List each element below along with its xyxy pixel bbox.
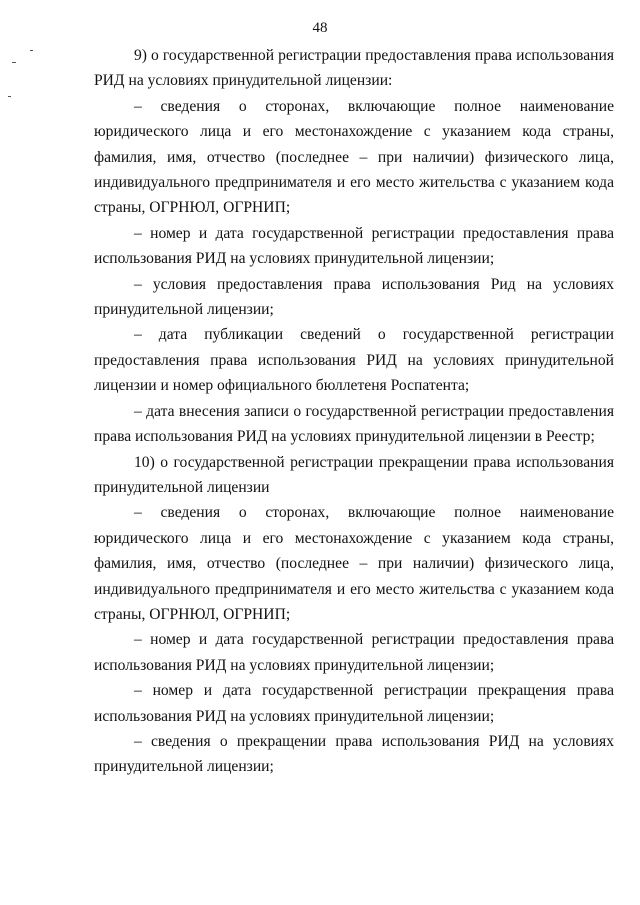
paragraph: – условия предоставления права использования Рид на условиях принудительной лицензии; — [94, 275, 614, 319]
paragraph: – сведения о прекращении права использования РИД на условиях принудительной лицензии; — [94, 732, 614, 776]
scan-mark — [30, 50, 33, 51]
paragraph: 10) о государственной регистрации прекращении права использования принудительной лицензии — [94, 453, 614, 496]
paragraph: – номер и дата государственной регистрации предоставления права использования РИД на условиях принудительной лицензии; — [94, 631, 614, 674]
paragraph: – сведения о сторонах, включающие полное наименование юридического лица и его местонахождение с указанием кода страны, фамилия, имя, отчество (последнее – при наличии) физического лица, индивидуального предпринимателя и его место жительства с указанием кода страны, ОГРНЮЛ, ОГРНИП; — [94, 97, 614, 217]
paragraph: – номер и дата государственной регистрации прекращения права использования РИД на условиях принудительной лицензии; — [94, 682, 614, 725]
paragraph: – дата внесения записи о государственной регистрации предоставления права использования РИД на условиях принудительной лицензии в Реестр; — [94, 402, 614, 446]
scan-mark — [8, 96, 11, 97]
document-body — [94, 43, 614, 780]
paragraph: – дата публикации сведений о государственной регистрации предоставления права использования РИД на условиях принудительной лицензии и номер официального бюллетеня Роспатента; — [94, 326, 614, 395]
paragraph: 9) о государственной регистрации предоставления права использования РИД на условиях принудительной лицензии: — [94, 47, 614, 90]
scan-mark — [12, 62, 16, 63]
page-number: 48 — [312, 20, 328, 36]
paragraph: – номер и дата государственной регистрации предоставления права использования РИД на условиях принудительной лицензии; — [94, 224, 614, 268]
paragraph: – сведения о сторонах, включающие полное наименование юридического лица и его местонахождение с указанием кода страны, фамилия, имя, отчество (последнее – при наличии) физического лица, индивидуального предпринимателя и его место жительства с указанием кода страны, ОГРНЮЛ, ОГРНИП; — [94, 504, 614, 623]
